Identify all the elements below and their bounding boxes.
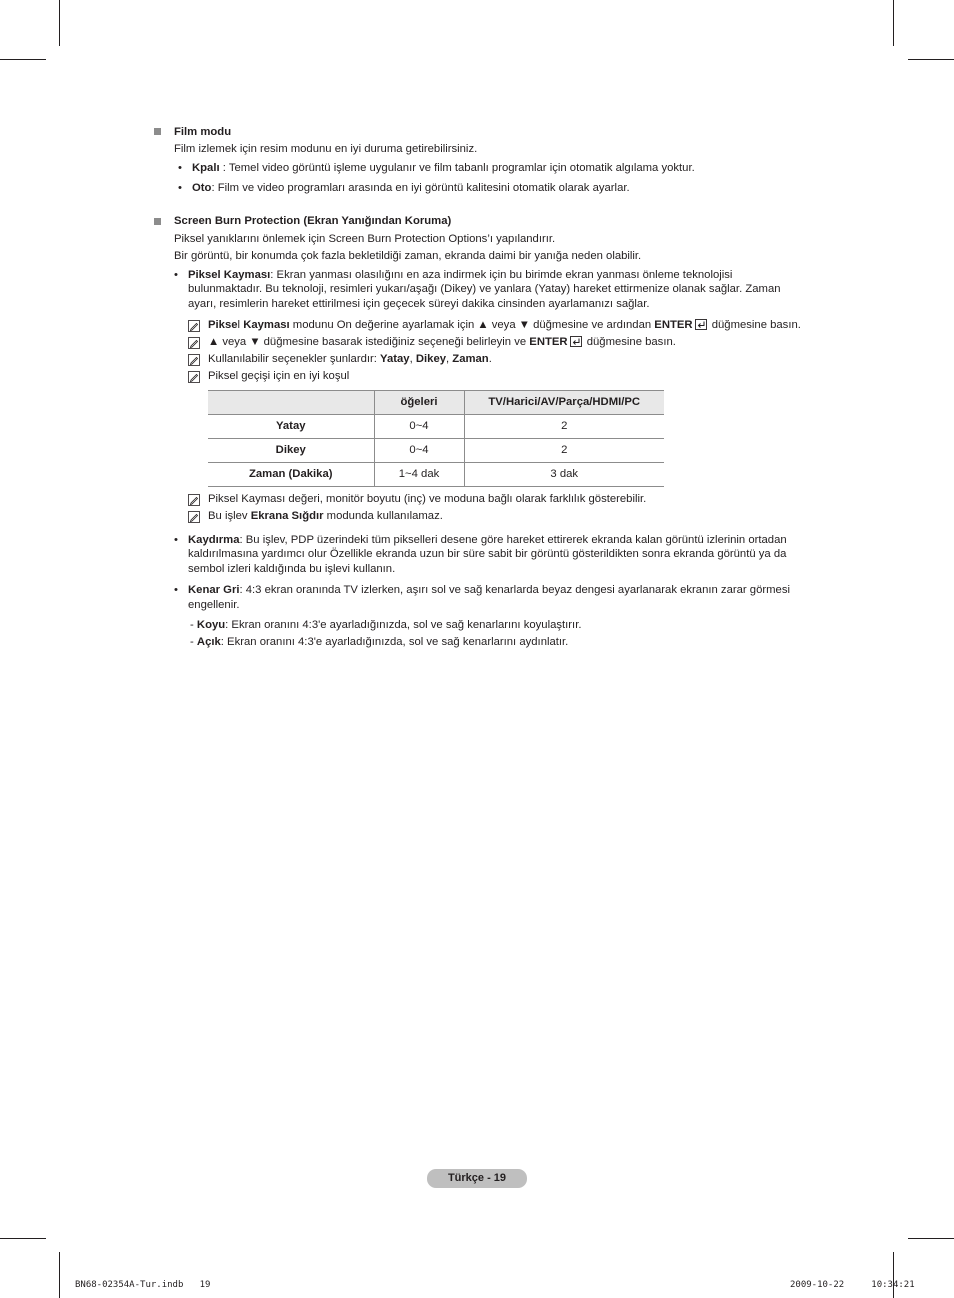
note-icon — [188, 320, 200, 332]
note-text: düğmesine basın. — [583, 336, 676, 348]
table-header — [208, 391, 374, 415]
table-cell: Yatay — [208, 415, 374, 439]
note-text: modunda kullanılamaz. — [323, 510, 443, 522]
dash: - — [190, 636, 197, 648]
note-text: l — [237, 319, 244, 331]
section-square-bullet — [154, 218, 161, 225]
table-cell: 1~4 dak — [374, 463, 464, 487]
crop-mark — [893, 1252, 894, 1298]
dash: - — [190, 619, 197, 631]
table-header: TV/Harici/AV/Parça/HDMI/PC — [464, 391, 664, 415]
crop-mark — [0, 1238, 46, 1239]
note-screen-fit — [208, 509, 443, 524]
note-bold: Yatay — [380, 353, 410, 365]
crop-mark — [0, 59, 46, 60]
section-square-bullet — [154, 128, 161, 135]
bullet: • — [174, 534, 178, 546]
side-gray-line-2: engellenir. — [188, 599, 240, 611]
note-text: Bu işlev — [208, 510, 251, 522]
table-cell: Dikey — [208, 439, 374, 463]
note-text: düğmesine basın. — [708, 319, 801, 331]
item-text: : Film ve video programları arasında en iyi görüntü kalitesini otomatik olarak ayarlar. — [211, 182, 630, 194]
scrolling-line-1 — [188, 533, 787, 548]
item-text: : Temel video görüntü işleme uygulanır ve film tabanlı programlar için otomatik algılama yoktur. — [219, 162, 695, 174]
table-cell: Zaman (Dakika) — [208, 463, 374, 487]
pixel-shift-line-2: bulunmaktadır. Bu teknoloji, resimleri yukarı/aşağı (Dikey) ve yanlara (Yatay) hareket ettirmenize olanak sağlar. Zaman — [188, 283, 781, 295]
table-cell: 2 — [464, 415, 664, 439]
note-bold: Dikey — [415, 353, 447, 365]
bullet: • — [174, 269, 178, 281]
table-cell: 0~4 — [374, 415, 464, 439]
note-pixel-shift-on — [208, 318, 801, 333]
scrolling-line-3: sembol izleri kaldığında bu işlevi kullanın. — [188, 563, 396, 575]
film-mode-item-auto — [192, 181, 630, 196]
note-text: , — [409, 353, 416, 365]
scrolling-text: : Bu işlev, PDP üzerindeki tüm pikselleri desene göre hareket ettirerek ekranda kalan görüntü izlerinin ortadan — [239, 534, 787, 546]
enter-icon — [570, 336, 582, 347]
note-best-condition: Piksel geçişi için en iyi koşul — [208, 370, 350, 382]
note-bold: Kayması — [243, 319, 290, 331]
side-gray-dark — [190, 618, 581, 633]
side-gray-label: Kenar Gri — [188, 584, 240, 596]
film-mode-item-off — [192, 161, 695, 176]
pixel-shift-line-3: ayarı, resimlerin hareket ettirilmesi için geçecek süreyi dakika cinsinden ayarlamanızı sağlar. — [188, 298, 650, 310]
note-icon — [188, 337, 200, 349]
side-gray-text: : 4:3 ekran oranında TV izlerken, aşırı sol ve sağ kenarlarda beyaz dengesi ayarlanarak ekranın zarar görmesi — [239, 584, 790, 596]
scrolling-label: Kaydırma — [188, 534, 240, 546]
table-row — [208, 439, 664, 463]
bullet: • — [174, 584, 178, 596]
note-icon — [188, 354, 200, 366]
note-text: Kullanılabilir seçenekler şunlardır: — [208, 353, 381, 365]
pixel-shift-text: : Ekran yanması olasılığını en aza indirmek için bu birimde ekran yanması önleme teknolojisi — [270, 269, 733, 281]
sbp-title: Screen Burn Protection (Ekran Yanığından Koruma) — [174, 215, 452, 227]
note-icon — [188, 371, 200, 383]
item-label: Oto — [192, 182, 212, 194]
note-text: modunu On değerine ayarlamak için ▲ veya ▼ düğmesine ve ardından — [289, 319, 655, 331]
note-icon — [188, 494, 200, 506]
note-text: . — [488, 353, 492, 365]
table-row — [208, 463, 664, 487]
crop-mark — [59, 1252, 60, 1298]
note-text: ▲ veya ▼ düğmesine basarak istediğiniz seçeneği belirleyin ve — [208, 336, 530, 348]
pixel-shift-label: Piksel Kayması — [188, 269, 271, 281]
footer-file-info: BN68-02354A-Tur.indb 19 — [75, 1280, 211, 1290]
table-cell: 2 — [464, 439, 664, 463]
note-icon — [188, 511, 200, 523]
side-gray-line-1 — [188, 583, 790, 598]
crop-mark — [908, 59, 954, 60]
item-label: Kpalı — [192, 162, 220, 174]
note-text: , — [446, 353, 453, 365]
pixel-shift-line-1 — [188, 268, 732, 283]
table-row — [208, 415, 664, 439]
footer-datetime: 2009-10-22 10:34:21 — [790, 1280, 915, 1290]
table-header: öğeleri — [374, 391, 464, 415]
option-label: Koyu — [196, 619, 226, 631]
enter-key-label: ENTER — [654, 319, 693, 331]
sbp-desc-2: Bir görüntü, bir konumda çok fazla bekletildiği zaman, ekranda daimi bir yanığa neden olabilir. — [174, 250, 642, 262]
option-text: : Ekran oranını 4:3'e ayarladığınızda, sol ve sağ kenarlarını aydınlatır. — [220, 636, 569, 648]
note-bold: Ekrana Sığdır — [250, 510, 324, 522]
scrolling-line-2: kaldırılmasına yardımcı olur Özellikle ekranda uzun bir süre sabit bir görüntü gösterildikten sonra ekranda görüntü ya da — [188, 548, 787, 560]
sbp-desc-1: Piksel yanıklarını önlemek için Screen Burn Protection Options’ı yapılandırır. — [174, 233, 556, 245]
note-value-varies: Piksel Kayması değeri, monitör boyutu (inç) ve moduna bağlı olarak farklılık gösterebilir. — [208, 493, 647, 505]
note-select-option — [208, 335, 676, 350]
side-gray-light — [190, 635, 568, 650]
enter-icon — [695, 319, 707, 330]
page-number-badge: Türkçe - 19 — [427, 1169, 527, 1188]
note-available-options — [208, 352, 492, 367]
note-bold: Pikse — [208, 319, 238, 331]
crop-mark — [908, 1238, 954, 1239]
pixel-shift-table — [208, 390, 664, 487]
option-label: Açık — [196, 636, 221, 648]
option-text: : Ekran oranını 4:3'e ayarladığınızda, sol ve sağ kenarlarını koyulaştırır. — [225, 619, 582, 631]
bullet: • — [178, 182, 182, 194]
film-mode-desc: Film izlemek için resim modunu en iyi duruma getirebilirsiniz. — [174, 143, 478, 155]
film-mode-title: Film modu — [174, 126, 232, 138]
table-header-row — [208, 391, 664, 415]
table-cell: 0~4 — [374, 439, 464, 463]
table-cell: 3 dak — [464, 463, 664, 487]
enter-key-label: ENTER — [529, 336, 568, 348]
bullet: • — [178, 162, 182, 174]
crop-mark — [59, 0, 60, 46]
note-bold: Zaman — [452, 353, 489, 365]
crop-mark — [893, 0, 894, 46]
